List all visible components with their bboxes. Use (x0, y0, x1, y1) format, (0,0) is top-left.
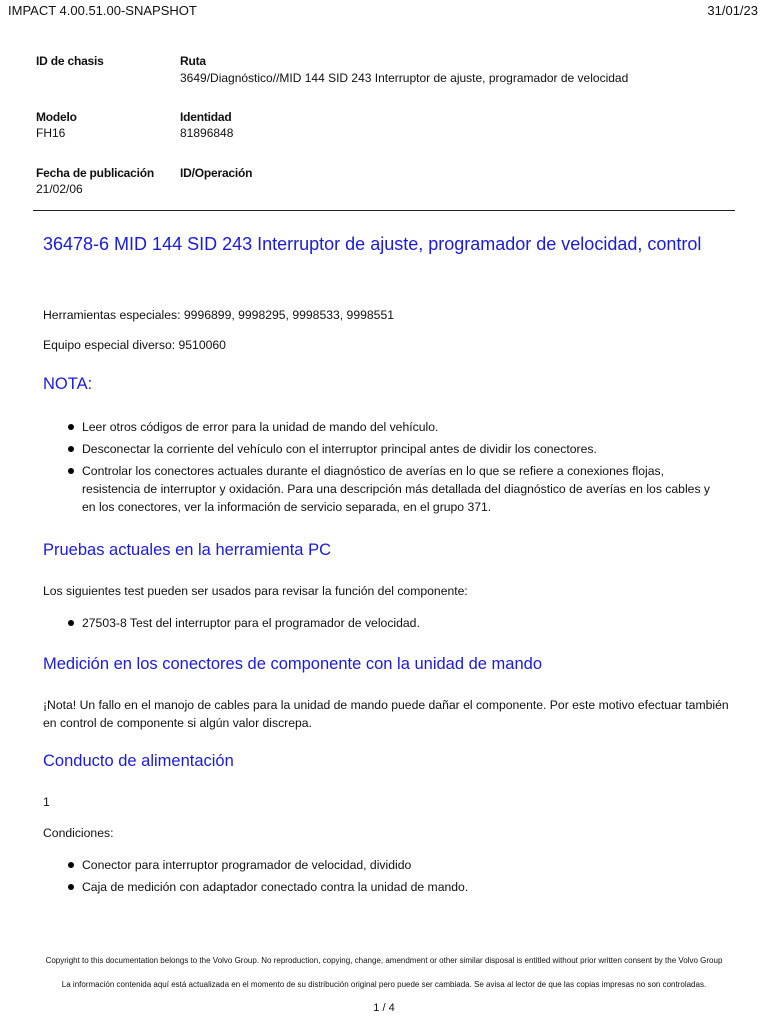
pc-tool-tests-heading: Pruebas actuales en la herramienta PC (43, 541, 331, 559)
identity-label: Identidad (180, 110, 232, 124)
measurement-heading: Medición en los conectores de componente con la unidad de mando (43, 655, 542, 673)
power-supply-heading: Conducto de alimentación (43, 752, 234, 770)
list-item: Conector para interruptor programador de velocidad, dividido (66, 856, 716, 874)
list-item: Caja de medición con adaptador conectado contra la unidad de mando. (66, 878, 716, 896)
bullet-icon (68, 884, 74, 890)
special-equipment-text: Equipo especial diverso: 9510060 (43, 338, 226, 352)
list-item: Controlar los conectores actuales durante el diagnóstico de averías en lo que se refiere a conexiones flojas, resistencia de interruptor y oxidación. Para una descripción más detallada del diagnóstico de averías en los cables y en los conectores, ver la información de servicio separada, en el grupo 371. (66, 462, 716, 516)
note-heading: NOTA: (43, 375, 93, 393)
model-value: FH16 (36, 126, 66, 140)
bullet-icon (68, 620, 74, 626)
list-item: Desconectar la corriente del vehículo con el interruptor principal antes de dividir los conectores. (66, 440, 716, 458)
page-indicator: 1 / 4 (373, 1002, 395, 1014)
special-tools-text: Herramientas especiales: 9996899, 9998295, 9998533, 9998551 (43, 308, 394, 322)
bullet-icon (68, 424, 74, 430)
measurement-note-text: ¡Nota! Un fallo en el manojo de cables para la unidad de mando puede dañar el componente. Por este motivo efectuar también en control de componente si algún valor discrepa. (43, 698, 729, 730)
route-label: Ruta (180, 54, 206, 68)
note-list (66, 418, 716, 520)
model-label: Modelo (36, 110, 77, 124)
app-version: IMPACT 4.00.51.00-SNAPSHOT (8, 3, 197, 18)
bullet-icon (68, 446, 74, 452)
chassis-id-label: ID de chasis (36, 54, 104, 68)
publication-date-label: Fecha de publicación (36, 166, 155, 180)
operation-id-label: ID/Operación (180, 166, 253, 180)
document-title: 36478-6 MID 144 SID 243 Interruptor de ajuste, programador de velocidad, control (43, 234, 702, 254)
copyright-notice: Copyright to this documentation belongs to the Volvo Group. No reproduction, copying, change, amendment or other similar disposal is entitled without prior written consent by the Volvo Group (45, 956, 723, 965)
step-number: 1 (43, 795, 50, 809)
list-item: 27503-8 Test del interruptor para el programador de velocidad. (66, 614, 716, 632)
print-date: 31/01/23 (707, 3, 758, 18)
conditions-list (66, 856, 716, 900)
publication-date-value: 21/02/06 (36, 182, 83, 196)
conditions-label: Condiciones: (43, 826, 114, 840)
tests-list (66, 614, 716, 636)
bullet-icon (68, 862, 74, 868)
header-divider (33, 210, 735, 211)
list-item: Leer otros códigos de error para la unidad de mando del vehículo. (66, 418, 716, 436)
identity-value: 81896848 (180, 126, 234, 140)
tests-intro-text: Los siguientes test pueden ser usados para revisar la función del componente: (43, 584, 468, 598)
bullet-icon (68, 468, 74, 474)
route-value: 3649/Diagnóstico//MID 144 SID 243 Interruptor de ajuste, programador de velocidad (180, 71, 629, 85)
disclaimer-notice: La información contenida aquí está actualizada en el momento de su distribución original pero puede ser cambiada. Se avisa al lector de que las copias impresas no son controladas. (61, 980, 707, 989)
